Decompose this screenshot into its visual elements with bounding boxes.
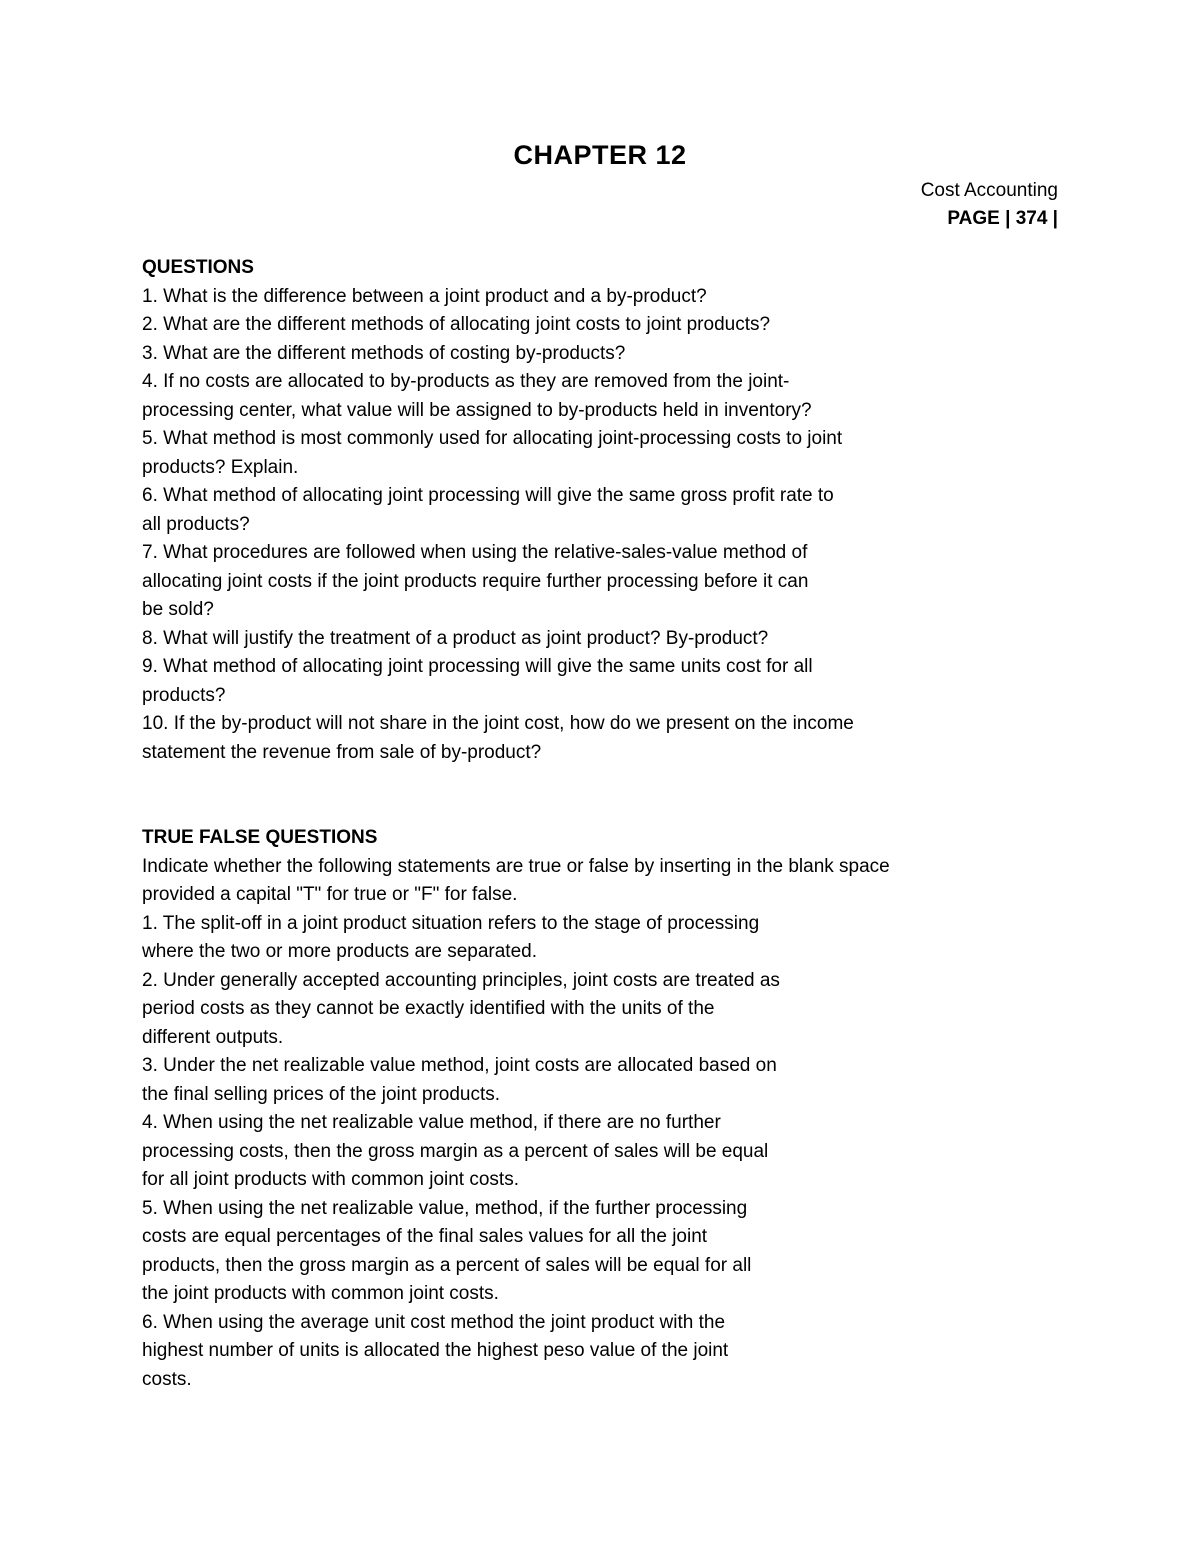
true-false-line: period costs as they cannot be exactly identified with the units of the [142, 998, 715, 1019]
question-line: 4. If no costs are allocated to by-products as they are removed from the joint- [142, 371, 790, 392]
question-line: 1. What is the difference between a joint product and a by-product? [142, 285, 707, 307]
page-header [921, 177, 1058, 233]
true-false-line: 3. Under the net realizable value method, joint costs are allocated based on [142, 1055, 777, 1076]
true-false-line: Indicate whether the following statements are true or false by inserting in the blank space [142, 855, 890, 877]
question-line: 9. What method of allocating joint processing will give the same units cost for all [142, 656, 813, 677]
true-false-line: highest number of units is allocated the highest peso value of the joint [142, 1340, 729, 1361]
true-false-heading: TRUE FALSE QUESTIONS [142, 827, 378, 848]
true-false-line: products, then the gross margin as a percent of sales will be equal for all [142, 1254, 752, 1276]
true-false-line: 5. When using the net realizable value, method, if the further processing [142, 1197, 748, 1219]
true-false-line: where the two or more products are separated. [142, 941, 537, 962]
true-false-line: 4. When using the net realizable value method, if there are no further [142, 1112, 721, 1133]
true-false-line: the final selling prices of the joint products. [142, 1083, 501, 1105]
true-false-line: for all joint products with common joint costs. [142, 1169, 519, 1190]
chapter-title: CHAPTER 12 [513, 140, 687, 170]
subject-label: Cost Accounting [920, 180, 1058, 201]
questions-section [142, 254, 1042, 767]
question-line: 10. If the by-product will not share in the joint cost, how do we present on the income [142, 713, 854, 734]
questions-heading: QUESTIONS [142, 257, 254, 278]
true-false-line: provided a capital "T" for true or "F" for false. [142, 884, 518, 905]
page-number: PAGE | 374 | [947, 208, 1058, 229]
question-line: 6. What method of allocating joint processing will give the same gross profit rate to [142, 485, 834, 506]
true-false-line: processing costs, then the gross margin as a percent of sales will be equal [142, 1140, 769, 1162]
true-false-line: the joint products with common joint costs. [142, 1283, 499, 1304]
question-line: statement the revenue from sale of by-product? [142, 741, 542, 763]
true-false-line: 6. When using the average unit cost method the joint product with the [142, 1311, 726, 1333]
question-line: 5. What method is most commonly used for allocating joint-processing costs to joint [142, 428, 843, 449]
question-line: 7. What procedures are followed when using the relative-sales-value method of [142, 542, 808, 563]
question-line: 8. What will justify the treatment of a product as joint product? By-product? [142, 627, 769, 649]
true-false-line: different outputs. [142, 1026, 284, 1048]
true-false-section [142, 824, 1042, 1394]
true-false-line: 2. Under generally accepted accounting principles, joint costs are treated as [142, 969, 780, 991]
question-line: products? Explain. [142, 456, 299, 478]
question-line: all products? [142, 513, 250, 535]
true-false-line: 1. The split-off in a joint product situation refers to the stage of processing [142, 912, 760, 934]
question-line: products? [142, 684, 226, 706]
question-line: be sold? [142, 599, 214, 620]
question-line: processing center, what value will be assigned to by-products held in inventory? [142, 399, 812, 421]
question-line: 2. What are the different methods of allocating joint costs to joint products? [142, 314, 771, 335]
section-spacer [142, 767, 1042, 824]
document-body [142, 254, 1042, 1394]
true-false-line: costs. [142, 1368, 192, 1390]
question-line: 3. What are the different methods of costing by-products? [142, 342, 626, 364]
question-line: allocating joint costs if the joint products require further processing before it can [142, 570, 809, 592]
true-false-line: costs are equal percentages of the final sales values for all the joint [142, 1226, 708, 1247]
